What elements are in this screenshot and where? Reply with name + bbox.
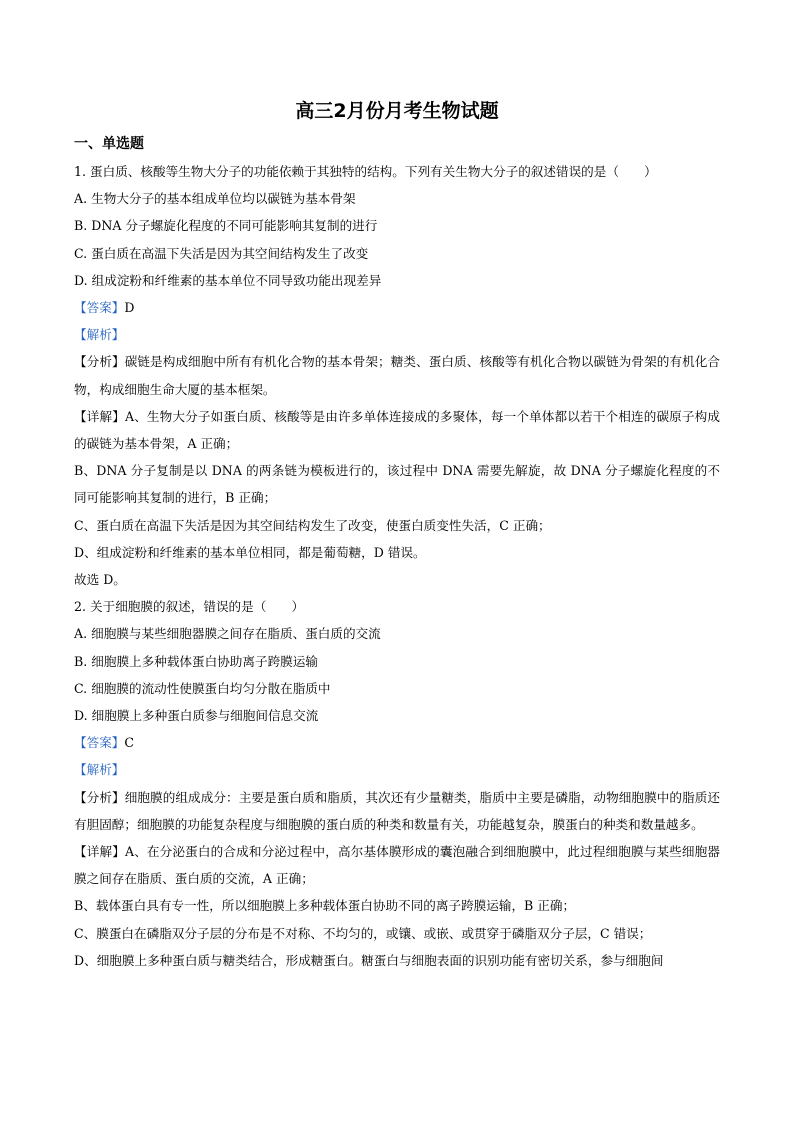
fenxi-paragraph bbox=[74, 348, 720, 402]
analysis-tag: 【解析】 bbox=[74, 762, 125, 778]
detail-b: B、载体蛋白具有专一性，所以细胞膜上多种载体蛋白协助不同的离子跨膜运输，B 正确； bbox=[74, 898, 576, 914]
fenxi-tag: 【分析】 bbox=[74, 354, 125, 370]
answer-value: C bbox=[124, 735, 135, 751]
question-stem: 1. 蛋白质、核酸等生物大分子的功能依赖于其独特的结构。下列有关生物大分子的叙述错误的是（ ） bbox=[74, 164, 657, 179]
detail-b: B、DNA 分子复制是以 DNA 的两条链为模板进行的，该过程中 DNA 需要先解旋，故 DNA 分子螺旋化程度的不同可能影响其复制的进行，B 正确； bbox=[74, 463, 720, 506]
xiangjie-text: A、在分泌蛋白的合成和分泌过程中，高尔基体膜形成的囊泡融合到细胞膜中，此过程细胞膜与某些细胞器膜之间存在脂质、蛋白质的交流，A 正确； bbox=[74, 844, 720, 887]
answer-tag: 【答案】 bbox=[74, 735, 125, 751]
fenxi-text: 碳链是构成细胞中所有有机化合物的基本骨架；糖类、蛋白质、核酸等有机化合物以碳链为骨架的有机化合物，构成细胞生命大厦的基本框架。 bbox=[74, 354, 721, 397]
page-title: 高三2月份月考生物试题 bbox=[295, 100, 499, 122]
option-c: C. 蛋白质在高温下失活是因为其空间结构发生了改变 bbox=[74, 245, 369, 261]
analysis-line bbox=[74, 321, 720, 348]
question-1 bbox=[74, 158, 720, 593]
analysis-line bbox=[74, 756, 720, 783]
answer-line bbox=[74, 294, 720, 321]
option-a: A. 细胞膜与某些细胞器膜之间存在脂质、蛋白质的交流 bbox=[74, 626, 381, 642]
fenxi-paragraph bbox=[74, 784, 720, 838]
xiangjie-text: A、生物大分子如蛋白质、核酸等是由许多单体连接成的多聚体，每一个单体都以若干个相连的碳原子构成的碳链为基本骨架，A 正确； bbox=[74, 408, 720, 452]
analysis-tag: 【解析】 bbox=[74, 327, 125, 343]
option-d: D. 组成淀粉和纤维素的基本单位不同导致功能出现差异 bbox=[74, 272, 382, 288]
question-stem: 2. 关于细胞膜的叙述，错误的是（ ） bbox=[74, 599, 305, 615]
answer-tag: 【答案】 bbox=[74, 300, 125, 316]
answer-value: D bbox=[124, 300, 135, 316]
xiangjie-paragraph bbox=[74, 403, 720, 457]
answer-line bbox=[74, 729, 720, 756]
detail-c: C、蛋白质在高温下失活是因为其空间结构发生了改变，使蛋白质变性失活，C 正确； bbox=[74, 517, 551, 533]
option-b: B. DNA 分子螺旋化程度的不同可能影响其复制的进行 bbox=[74, 218, 378, 234]
option-d: D. 细胞膜上多种蛋白质参与细胞间信息交流 bbox=[74, 708, 319, 724]
xiangjie-tag: 【详解】 bbox=[74, 408, 125, 424]
xiangjie-paragraph bbox=[74, 838, 720, 892]
detail-d: D、细胞膜上多种蛋白质与糖类结合，形成糖蛋白。糖蛋白与细胞表面的识别功能有密切关系，参与细胞间 bbox=[74, 952, 664, 968]
section-heading: 一、单选题 bbox=[74, 136, 144, 152]
option-a: A. 生物大分子的基本组成单位均以碳链为基本骨架 bbox=[74, 191, 356, 207]
detail-c: C、膜蛋白在磷脂双分子层的分布是不对称、不均匀的，或镶、或嵌、或贯穿于磷脂双分子层，C 错误； bbox=[74, 925, 652, 941]
option-c: C. 细胞膜的流动性使膜蛋白均匀分散在脂质中 bbox=[74, 680, 331, 696]
option-b: B. 细胞膜上多种载体蛋白协助离子跨膜运输 bbox=[74, 653, 318, 669]
fenxi-text: 细胞膜的组成成分：主要是蛋白质和脂质，其次还有少量糖类，脂质中主要是磷脂，动物细胞膜中的脂质还有胆固醇；细胞膜的功能复杂程度与细胞膜的蛋白质的种类和数量有关，功能越复杂，膜蛋白的种类和数量越多。 bbox=[74, 789, 721, 832]
xiangjie-tag: 【详解】 bbox=[74, 844, 125, 860]
question-2 bbox=[74, 593, 720, 974]
conclusion: 故选 D。 bbox=[74, 572, 126, 588]
fenxi-tag: 【分析】 bbox=[74, 789, 125, 805]
detail-d: D、组成淀粉和纤维素的基本单位相同，都是葡萄糖，D 错误。 bbox=[74, 544, 426, 560]
